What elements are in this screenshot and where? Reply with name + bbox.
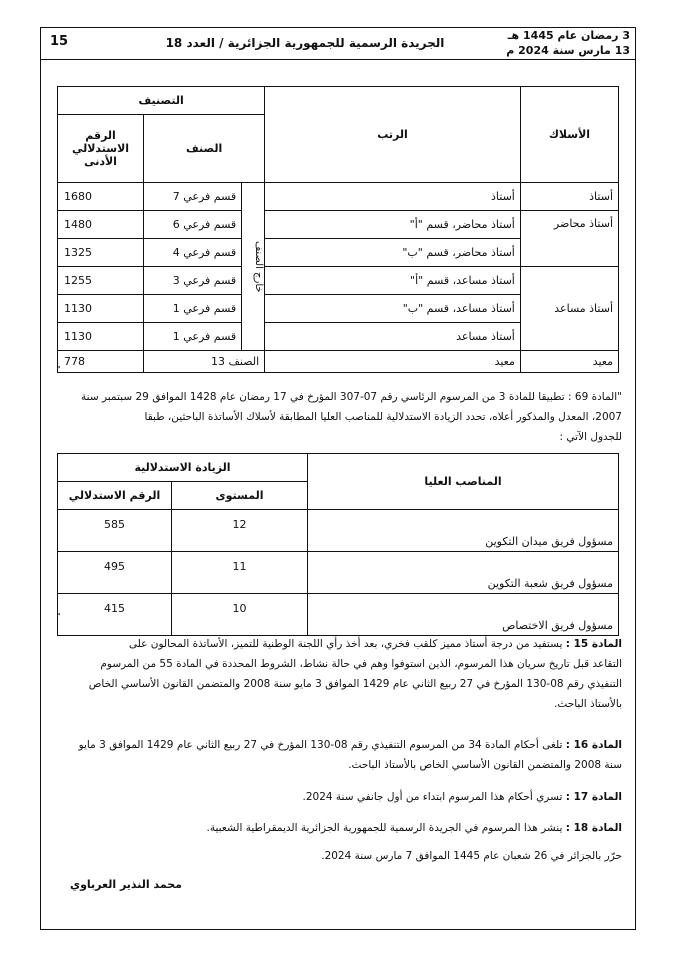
hijri-date: 3 رمضان عام 1445 هـ <box>507 29 630 42</box>
grade-cell: قسم فرعي 4 <box>144 239 242 267</box>
page-number: 15 <box>50 34 69 49</box>
gazette-title: الجريدة الرسمية للجمهورية الجزائرية / العدد 18 <box>165 36 445 50</box>
article-69-line: "المادة 69 : تطبيقا للمادة 3 من المرسوم الرئاسي رقم 07-307 المؤرخ في 17 رمضان عام 1428 الموافق 29 سبتمبر سنة <box>81 391 622 403</box>
article-69 <box>55 387 622 447</box>
article-17-text: تسري أحكام هذا المرسوم ابتداء من أول جانفي سنة 2024. <box>302 791 563 803</box>
article-15 <box>55 634 622 714</box>
end-quote-mark: " <box>57 365 61 374</box>
level-cell: 11 <box>172 552 308 594</box>
out-of-grid-label: خارج الصنف <box>253 240 265 293</box>
index-cell: 1680 <box>58 183 144 211</box>
done-at: حرّر بالجزائر في 26 شعبان عام 1445 الموافق 7 مارس سنة 2024. <box>321 850 622 862</box>
header-increase: الزيادة الاستدلالية <box>58 454 308 482</box>
positions-table <box>57 453 619 636</box>
rank-cell: أستاذ محاضر، قسم "أ" <box>265 211 521 239</box>
corps-cell: معيد <box>520 351 618 373</box>
article-16-line: سنة 2008 والمتضمن القانون الأساسي الخاص بالأستاذ الباحث. <box>348 759 622 771</box>
grade-cell: قسم فرعي 6 <box>144 211 242 239</box>
rank-cell: أستاذ <box>265 183 521 211</box>
index-cell: 778 <box>58 351 144 373</box>
article-18 <box>55 818 622 838</box>
article-16-label: المادة 16 : <box>565 739 622 751</box>
corps-cell: أستاذ محاضر <box>520 211 618 267</box>
header-level: المستوى <box>172 482 308 510</box>
level-cell: 12 <box>172 510 308 552</box>
position-cell: مسؤول فريق الاختصاص <box>308 594 619 636</box>
article-15-line: يستفيد من درجة أستاذ مميز كلقب فخري، بعد أخذ رأي اللجنة الوطنية للتميز، الأساتذة المحالون على <box>128 638 563 650</box>
article-69-line: 2007، المعدل والمذكور أعلاه، تحدد الزيادة الاستدلالية للمناصب العليا المطابقة لأسلاك الأساتذة الباحثين، طبقا <box>144 411 622 423</box>
article-15-line: التنفيذي رقم 08-130 المؤرخ في 27 ربيع الثاني عام 1429 الموافق 3 مايو سنة 2008 والمتضمن القانون الأساسي الخاص <box>88 678 622 690</box>
signatory: محمد النذير العرباوي <box>70 878 182 891</box>
index-cell: 415 <box>58 594 172 636</box>
header-classification: التصنيف <box>58 87 265 115</box>
rank-cell: أستاذ مساعد، قسم "أ" <box>265 267 521 295</box>
gregorian-date: 13 مارس سنة 2024 م <box>506 44 630 57</box>
index-cell: 1130 <box>58 323 144 351</box>
corps-cell: أستاذ مساعد <box>520 267 618 351</box>
grade-cell: قسم فرعي 3 <box>144 267 242 295</box>
position-cell: مسؤول فريق شعبة التكوين <box>308 552 619 594</box>
index-cell: 1480 <box>58 211 144 239</box>
article-15-line: بالأستاذ الباحث. <box>554 698 622 710</box>
classification-table <box>57 86 619 373</box>
out-of-grid-cell <box>242 183 265 351</box>
article-69-line: للجدول الآتي : <box>559 431 622 443</box>
end-quote-mark: " <box>57 612 61 621</box>
header-corps: الأسلاك <box>520 87 618 183</box>
index-cell: 1130 <box>58 295 144 323</box>
rank-cell: أستاذ مساعد <box>265 323 521 351</box>
header-index: الرقم الاستدلالي <box>58 482 172 510</box>
rank-cell: أستاذ مساعد، قسم "ب" <box>265 295 521 323</box>
index-cell: 495 <box>58 552 172 594</box>
article-17 <box>55 787 622 807</box>
rank-cell: أستاذ محاضر، قسم "ب" <box>265 239 521 267</box>
article-15-label: المادة 15 : <box>565 638 622 650</box>
article-16-line: تلغى أحكام المادة 34 من المرسوم التنفيذي رقم 08-130 المؤرخ في 27 ربيع الثاني عام 1429 الموافق 3 مايو <box>78 739 563 751</box>
position-cell: مسؤول فريق ميدان التكوين <box>308 510 619 552</box>
grade-cell: الصنف 13 <box>144 351 265 373</box>
header-min-index: الرقم الاستدلالي الأدنى <box>58 115 144 183</box>
corps-cell: أستاذ <box>520 183 618 211</box>
grade-cell: قسم فرعي 1 <box>144 295 242 323</box>
rank-cell: معيد <box>265 351 521 373</box>
article-16 <box>55 735 622 775</box>
header-category: الصنف <box>144 115 265 183</box>
index-cell: 1325 <box>58 239 144 267</box>
header-ranks: الرتب <box>265 87 521 183</box>
article-17-label: المادة 17 : <box>565 791 622 803</box>
level-cell: 10 <box>172 594 308 636</box>
grade-cell: قسم فرعي 7 <box>144 183 242 211</box>
grade-cell: قسم فرعي 1 <box>144 323 242 351</box>
article-18-label: المادة 18 : <box>565 822 622 834</box>
index-cell: 1255 <box>58 267 144 295</box>
article-18-text: ينشر هذا المرسوم في الجريدة الرسمية للجمهورية الجزائرية الديمقراطية الشعبية. <box>206 822 563 834</box>
header-positions: المناصب العليا <box>308 454 619 510</box>
article-15-line: التقاعد قبل تاريخ سريان هذا المرسوم، الذين استوفوا وهم في حالة نشاط، الشروط المحددة في المادة 55 من المرسوم <box>100 658 622 670</box>
index-cell: 585 <box>58 510 172 552</box>
